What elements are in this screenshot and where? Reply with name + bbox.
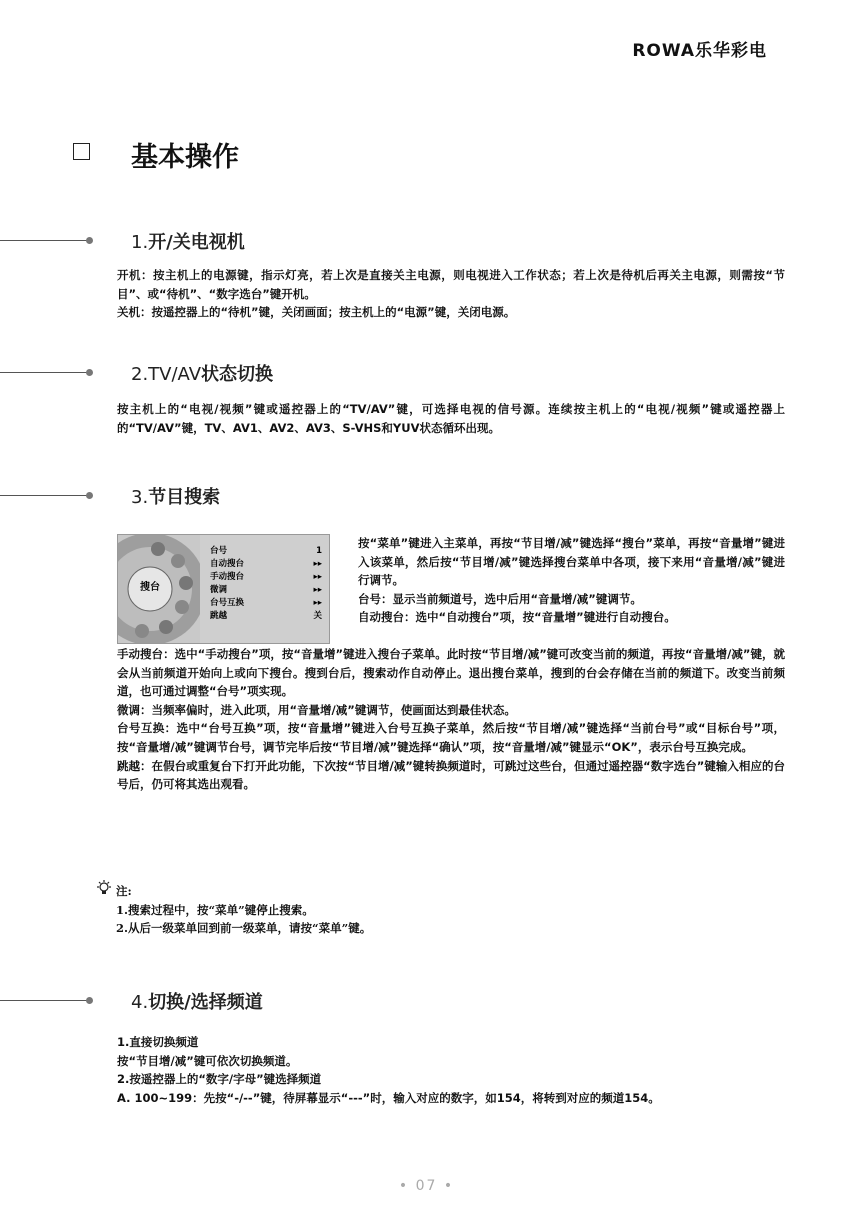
page-number-value: 07 bbox=[415, 1178, 438, 1194]
section-bullet-icon bbox=[86, 997, 93, 1004]
paragraph: 跳越：在假台或重复台下打开此功能，下次按“节目增/减”键转换频道时，可跳过这些台，但通过遥控器“数字选台”键输入相应的台号后，仍可将其选出观看。 bbox=[117, 758, 785, 792]
note-item: 2.从后一级菜单回到前一级菜单，请按“菜单”键。 bbox=[116, 921, 372, 936]
section-heading-text: 开/关电视机 bbox=[148, 232, 245, 253]
section-heading-3 bbox=[131, 483, 220, 509]
section-3-side-text bbox=[358, 534, 785, 627]
note-label: 注: bbox=[116, 884, 132, 898]
paragraph: 关机：按遥控器上的“待机”键，关闭画面；按主机上的“电源”键，关闭电源。 bbox=[117, 305, 516, 320]
section-line bbox=[0, 495, 90, 496]
osd-center-label: 搜台 bbox=[140, 582, 160, 593]
paragraph: 台号：显示当前频道号，选中后用“音量增/减”键调节。 bbox=[358, 591, 642, 606]
osd-menu-list bbox=[210, 547, 322, 625]
osd-row-value: 关 bbox=[313, 611, 322, 621]
section-line bbox=[0, 240, 90, 241]
section-line bbox=[0, 1000, 90, 1001]
paragraph: 按主机上的“电视/视频”键或遥控器上的“TV/AV”键，可选择电视的信号源。连续按主机上的“电视/视频”键或遥控器上的“TV/AV”键，TV、AV1、AV2、AV3、S-VHS和YUV状态循环出现。 bbox=[117, 402, 785, 435]
section-heading-1 bbox=[131, 228, 245, 254]
lightbulb-icon bbox=[96, 880, 112, 896]
paragraph: 手动搜台：选中“手动搜台”项，按“音量增”键进入搜台子菜单。此时按“节目增/减”键可改变当前的频道，再按“音量增/减”键，就会从当前频道开始向上或向下搜台。搜到台后，搜索动作自动停止。退出搜台菜单，搜到的台会存储在当前的频道下。改变当前频道，也可通过调整“台号”项实现。 bbox=[117, 647, 785, 699]
paragraph: 台号互换：选中“台号互换”项，按“音量增”键进入台号互换子菜单，然后按“节目增/减”键选择“当前台号”或“目标台号”项，按“音量增/减”键调节台号，调节完毕后按“节目增/减”键选择“确认”项，按“音量增/减”键显示“OK”，表示台号互换完成。 bbox=[117, 721, 785, 754]
page-title: 基本操作 bbox=[131, 142, 239, 173]
section-heading-2 bbox=[131, 360, 273, 386]
osd-row-label: 手动搜台 bbox=[210, 572, 245, 582]
section-heading-text: 状态切换 bbox=[201, 364, 274, 385]
page-number-dot: • bbox=[398, 1178, 410, 1194]
section-bullet-icon bbox=[86, 492, 93, 499]
osd-row-label: 台号互换 bbox=[210, 598, 245, 608]
note-block bbox=[116, 882, 371, 938]
section-heading-number: 2.TV/AV bbox=[131, 364, 202, 385]
paragraph: 按“菜单”键进入主菜单，再按“节目增/减”键选择“搜台”菜单，再按“音量增”键进入该菜单，然后按“节目增/减”键选择搜台菜单中各项，接下来用“音量增/减”键进行调节。 bbox=[358, 536, 785, 588]
paragraph: 按“节目增/减”键可依次切换频道。 bbox=[117, 1053, 298, 1068]
section-1-body bbox=[117, 266, 785, 322]
section-heading-4 bbox=[131, 988, 263, 1014]
paragraph: 微调：当频率偏时，进入此项，用“音量增/减”键调节，使画面达到最佳状态。 bbox=[117, 702, 516, 717]
paragraph: 2.按遥控器上的“数字/字母”键选择频道 bbox=[117, 1072, 322, 1087]
osd-row-label: 自动搜台 bbox=[210, 559, 245, 569]
title-checkbox-icon bbox=[73, 143, 90, 160]
paragraph: 1.直接切换频道 bbox=[117, 1035, 199, 1049]
osd-row-label: 微调 bbox=[210, 585, 228, 595]
paragraph: 自动搜台：选中“自动搜台”项，按“音量增”键进行自动搜台。 bbox=[358, 610, 676, 625]
section-heading-number: 4. bbox=[131, 992, 149, 1013]
section-heading-number: 1. bbox=[131, 232, 149, 253]
section-heading-text: 节目搜索 bbox=[148, 487, 221, 508]
section-bullet-icon bbox=[86, 369, 93, 376]
section-2-body bbox=[117, 400, 785, 437]
osd-row-label: 台号 bbox=[210, 546, 228, 556]
osd-row-value: ▸▸ bbox=[313, 585, 322, 595]
section-line bbox=[0, 372, 90, 373]
section-heading-text: 切换/选择频道 bbox=[148, 992, 263, 1013]
osd-row-label: 跳越 bbox=[210, 611, 228, 621]
osd-row bbox=[210, 612, 322, 625]
page-number bbox=[0, 1178, 853, 1194]
section-heading-number: 3. bbox=[131, 487, 149, 508]
section-3-body bbox=[117, 645, 785, 794]
note-item: 1.搜索过程中，按“菜单”键停止搜索。 bbox=[116, 902, 314, 917]
osd-row-value: ▸▸ bbox=[313, 559, 322, 569]
page-number-dot: • bbox=[443, 1178, 455, 1194]
osd-row-value: 1 bbox=[316, 546, 322, 556]
osd-row-value: ▸▸ bbox=[313, 598, 322, 608]
paragraph: A. 100~199：先按“-/--”键，待屏幕显示“---”时，输入对应的数字，如154，将转到对应的频道154。 bbox=[117, 1090, 660, 1105]
section-bullet-icon bbox=[86, 237, 93, 244]
search-menu-screenshot bbox=[117, 534, 330, 644]
brand-logo: ROWA乐华彩电 bbox=[632, 41, 767, 61]
osd-row-value: ▸▸ bbox=[313, 572, 322, 582]
section-4-body bbox=[117, 1033, 785, 1107]
paragraph: 开机：按主机上的电源键，指示灯亮，若上次是直接关主电源，则电视进入工作状态；若上次是待机后再关主电源，则需按“节目”、或“待机”、“数字选台”键开机。 bbox=[117, 268, 785, 301]
